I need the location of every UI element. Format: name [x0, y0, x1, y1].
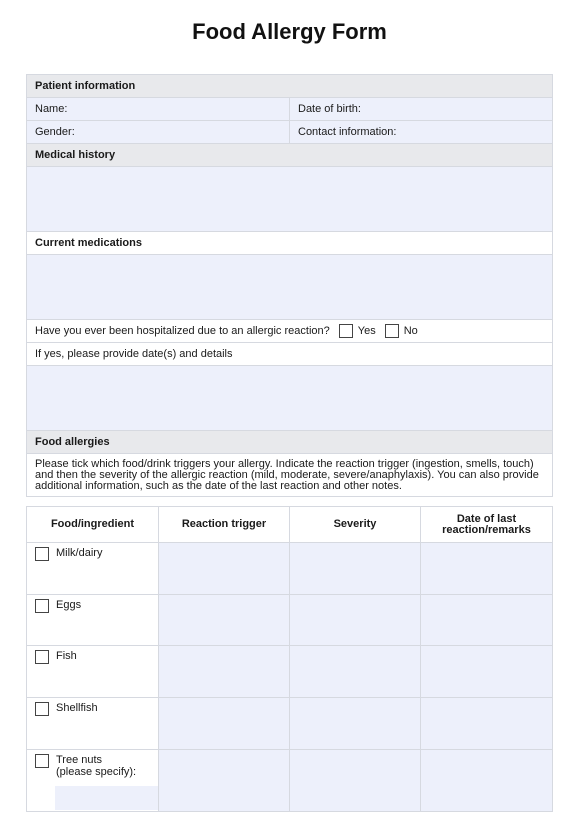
eggs-trigger-input[interactable] — [159, 595, 290, 646]
eggs-checkbox[interactable] — [35, 599, 49, 613]
tree-nuts-checkbox[interactable] — [35, 754, 49, 768]
fish-trigger-input[interactable] — [159, 646, 290, 698]
hospitalized-question: Have you ever been hospitalized due to an allergic reaction? — [35, 325, 330, 337]
hospitalized-details-input[interactable] — [27, 366, 553, 431]
column-header-food: Food/ingredient — [27, 507, 159, 543]
shellfish-trigger-input[interactable] — [159, 698, 290, 750]
food-label-milk: Milk/dairy — [56, 547, 103, 559]
fish-remarks-input[interactable] — [421, 646, 553, 698]
name-field[interactable] — [27, 98, 290, 121]
gender-field[interactable] — [27, 121, 290, 144]
food-label-shellfish: Shellfish — [56, 702, 98, 714]
food-label-tree-nuts: Tree nuts (please specify): — [56, 754, 137, 778]
fish-severity-input[interactable] — [290, 646, 421, 698]
column-header-severity: Severity — [290, 507, 421, 543]
contact-field[interactable] — [290, 121, 553, 144]
shellfish-checkbox[interactable] — [35, 702, 49, 716]
food-allergies-instructions: Please tick which food/drink triggers your allergy. Indicate the reaction trigger (ingestion, smells, touch) and then the severity of the allergic reaction (mild, moderate, severe/anaphylaxis). You can also provide additional information, such as the date of the last reaction and other notes. — [27, 454, 553, 497]
milk-severity-input[interactable] — [290, 543, 421, 595]
table-row — [27, 646, 553, 698]
yes-checkbox[interactable] — [339, 324, 353, 338]
eggs-severity-input[interactable] — [290, 595, 421, 646]
eggs-remarks-input[interactable] — [421, 595, 553, 646]
patient-form — [26, 74, 553, 497]
no-label: No — [403, 325, 418, 337]
food-label-eggs: Eggs — [56, 599, 82, 611]
table-row — [27, 750, 553, 812]
table-row — [27, 543, 553, 595]
column-header-reaction-trigger: Reaction trigger — [159, 507, 290, 543]
table-row — [27, 698, 553, 750]
food-label-fish: Fish — [56, 650, 77, 662]
column-header-last-reaction: Date of last reaction/remarks — [421, 507, 553, 543]
medical-history-header: Medical history — [27, 144, 553, 167]
shellfish-remarks-input[interactable] — [421, 698, 553, 750]
milk-remarks-input[interactable] — [421, 543, 553, 595]
hospitalized-details-label: If yes, please provide date(s) and details — [27, 343, 553, 366]
food-cell-eggs — [27, 595, 159, 646]
medical-history-input[interactable] — [27, 167, 553, 232]
name-label: Name: — [35, 103, 68, 115]
food-cell-shellfish — [27, 698, 159, 750]
tree-nuts-severity-input[interactable] — [290, 750, 421, 812]
food-cell-fish — [27, 646, 159, 698]
shellfish-severity-input[interactable] — [290, 698, 421, 750]
gender-label: Gender: — [35, 126, 75, 138]
hospitalized-question-row — [27, 320, 553, 343]
contact-label: Contact information: — [298, 126, 397, 138]
table-row — [27, 595, 553, 646]
food-cell-milk — [27, 543, 159, 595]
milk-trigger-input[interactable] — [159, 543, 290, 595]
patient-info-header: Patient information — [27, 75, 553, 98]
tree-nuts-specify-input[interactable] — [55, 786, 158, 810]
tree-nuts-remarks-input[interactable] — [421, 750, 553, 812]
current-medications-header: Current medications — [27, 232, 553, 255]
page-title: Food Allergy Form — [192, 19, 387, 44]
food-cell-tree-nuts — [27, 750, 159, 812]
milk-checkbox[interactable] — [35, 547, 49, 561]
food-allergy-table — [26, 506, 553, 812]
yes-label: Yes — [357, 325, 376, 337]
current-medications-input[interactable] — [27, 255, 553, 320]
no-checkbox[interactable] — [385, 324, 399, 338]
dob-label: Date of birth: — [298, 103, 361, 115]
fish-checkbox[interactable] — [35, 650, 49, 664]
dob-field[interactable] — [290, 98, 553, 121]
food-allergies-header: Food allergies — [27, 431, 553, 454]
tree-nuts-trigger-input[interactable] — [159, 750, 290, 812]
